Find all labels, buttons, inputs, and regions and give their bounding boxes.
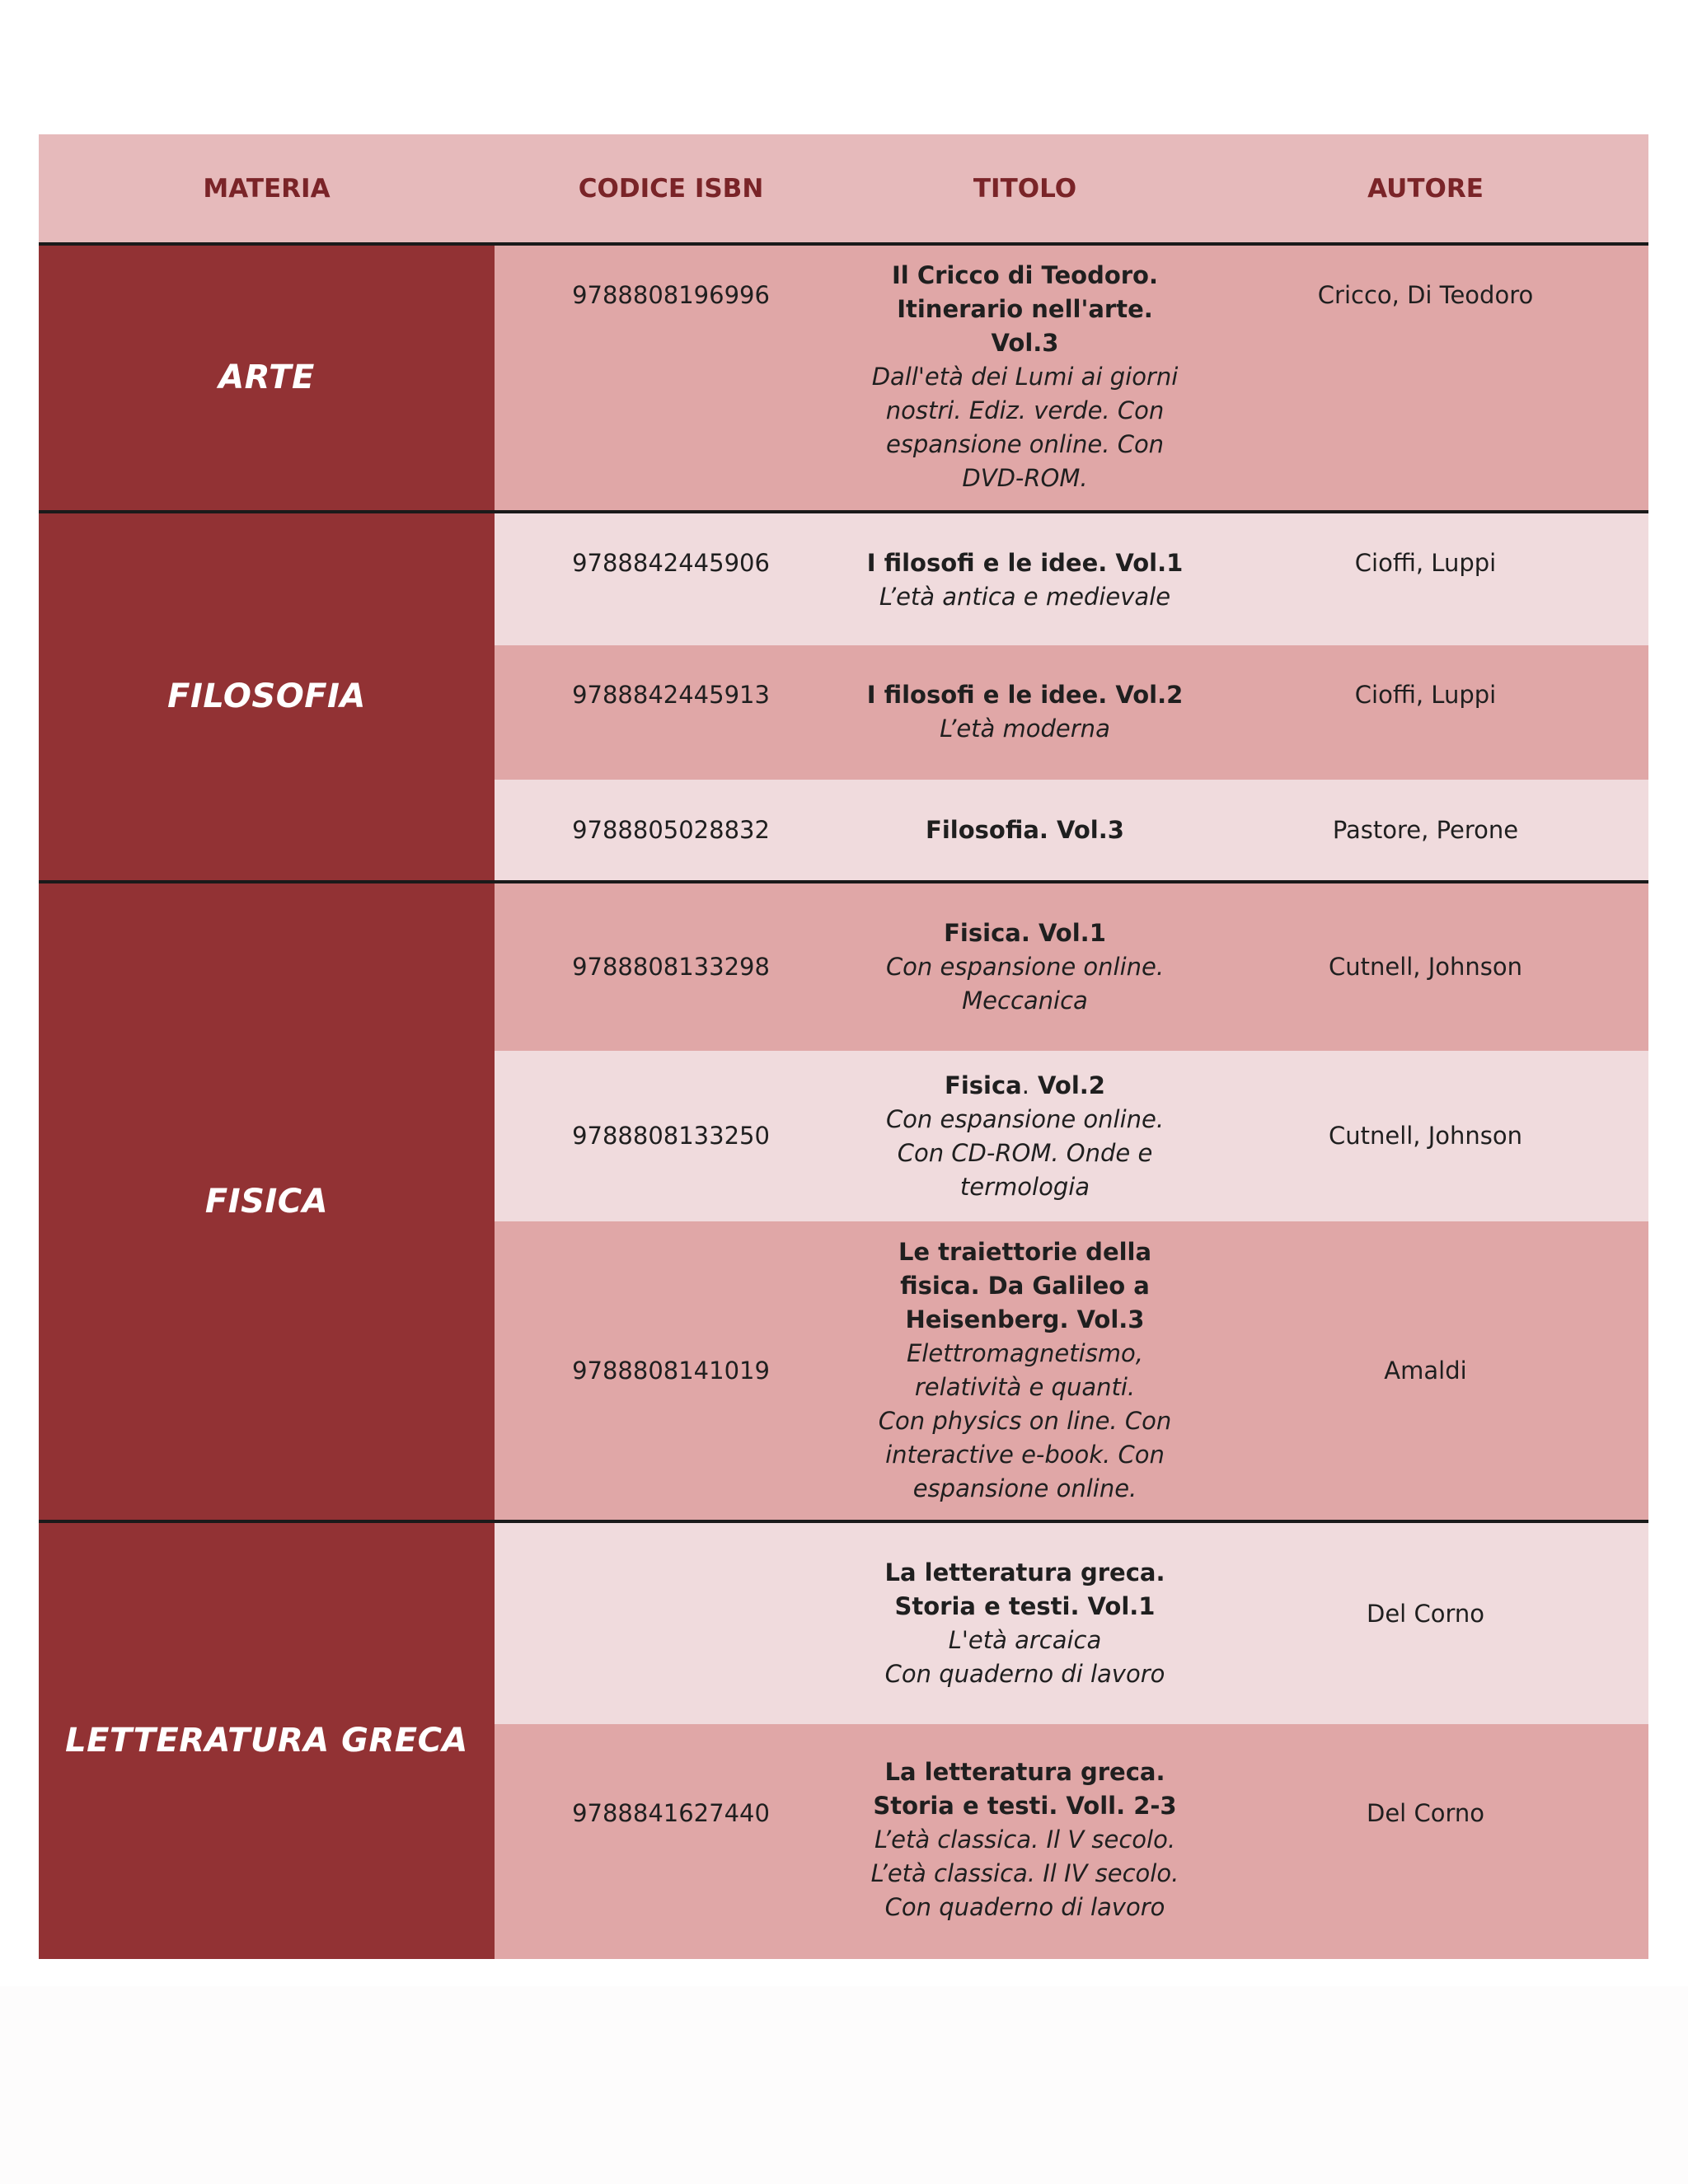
title-cell — [847, 1521, 1203, 1724]
author-cell: Cioffi, Luppi — [1203, 512, 1648, 645]
title-subtitle: Con physics on line. Con interactive e-book. Con espansione online. — [878, 1407, 1172, 1502]
group-fisica — [39, 882, 1648, 1521]
table-row — [39, 512, 1648, 645]
isbn-cell: 9788808196996 — [495, 244, 847, 512]
author-cell: Cioffi, Luppi — [1203, 645, 1648, 780]
author-cell: Del Corno — [1203, 1521, 1648, 1724]
title-subtitle: Con espansione online. Con CD-ROM. Onde e termologia — [885, 1104, 1165, 1201]
header-titolo: TITOLO — [847, 134, 1203, 244]
isbn-cell: 9788808141019 — [495, 1221, 847, 1521]
title-cell — [847, 244, 1203, 512]
title-subtitle: Con quaderno di lavoro — [884, 1893, 1165, 1921]
title-main: I filosofi e le idee. Vol.1 — [866, 549, 1184, 577]
page-footer-area — [0, 1986, 1688, 2184]
title-cell — [847, 780, 1203, 882]
title-main: Filosofia. Vol.3 — [926, 815, 1124, 844]
title-subtitle: L’età moderna — [940, 715, 1110, 743]
title-subtitle: Con quaderno di lavoro — [884, 1660, 1165, 1688]
author-cell: Cutnell, Johnson — [1203, 882, 1648, 1051]
title-main: Il Cricco di Teodoro. Itinerario nell'arte. Vol.3 — [892, 261, 1158, 357]
materia-label: LETTERATURA GRECA — [39, 1521, 495, 1959]
title-main: La letteratura greca. Storia e testi. Voll. 2-3 — [873, 1758, 1177, 1820]
isbn-cell: 9788805028832 — [495, 780, 847, 882]
title-main — [862, 1069, 1188, 1103]
title-main: I filosofi e le idee. Vol.2 — [866, 681, 1184, 709]
materia-label: ARTE — [39, 244, 495, 512]
group-filosofia — [39, 512, 1648, 882]
title-subtitle: L’età classica. Il IV secolo. — [870, 1859, 1179, 1887]
title-cell — [847, 645, 1203, 780]
title-subtitle: L’età classica. Il V secolo. — [874, 1825, 1176, 1854]
title-main-part: Fisica — [945, 1071, 1022, 1099]
group-arte — [39, 244, 1648, 512]
title-cell — [847, 512, 1203, 645]
author-cell: Cricco, Di Teodoro — [1203, 244, 1648, 512]
title-main: Fisica. Vol.1 — [944, 919, 1106, 947]
materia-label: FILOSOFIA — [39, 512, 495, 882]
author-cell: Amaldi — [1203, 1221, 1648, 1521]
table-row — [39, 1521, 1648, 1724]
header-isbn: CODICE ISBN — [495, 134, 847, 244]
title-cell — [847, 1221, 1203, 1521]
title-cell — [847, 882, 1203, 1051]
materia-label: FISICA — [39, 882, 495, 1521]
title-main-punct: . — [1021, 1071, 1029, 1099]
isbn-cell: 9788842445906 — [495, 512, 847, 645]
header-materia: MATERIA — [39, 134, 495, 244]
header-autore: AUTORE — [1203, 134, 1648, 244]
title-subtitle: L’età antica e medievale — [879, 583, 1171, 611]
author-cell: Del Corno — [1203, 1724, 1648, 1959]
title-subtitle: L'età arcaica — [948, 1626, 1102, 1654]
table-row — [39, 244, 1648, 512]
book-list-table — [39, 134, 1648, 1959]
title-subtitle: Con espansione online. Meccanica — [885, 953, 1165, 1015]
isbn-cell: 9788808133250 — [495, 1051, 847, 1221]
group-letteratura-greca — [39, 1521, 1648, 1959]
title-cell — [847, 1051, 1203, 1221]
table-row — [39, 882, 1648, 1051]
table-header — [39, 134, 1648, 244]
isbn-cell: 9788808133298 — [495, 882, 847, 1051]
title-main: La letteratura greca. Storia e testi. Vol.1 — [884, 1558, 1165, 1620]
title-cell — [847, 1724, 1203, 1959]
isbn-cell: 9788842445913 — [495, 645, 847, 780]
title-main: Le traiettorie della fisica. Da Galileo a Heisenberg. Vol.3 — [898, 1238, 1152, 1333]
author-cell: Cutnell, Johnson — [1203, 1051, 1648, 1221]
author-cell: Pastore, Perone — [1203, 780, 1648, 882]
title-main-part: Vol.2 — [1029, 1071, 1105, 1099]
title-subtitle: Elettromagnetismo, relatività e quanti. — [906, 1339, 1144, 1401]
isbn-cell — [495, 1521, 847, 1724]
title-subtitle: Dall'età dei Lumi ai giorni nostri. Ediz. verde. Con espansione online. Con DVD-ROM. — [871, 363, 1179, 492]
isbn-cell: 9788841627440 — [495, 1724, 847, 1959]
